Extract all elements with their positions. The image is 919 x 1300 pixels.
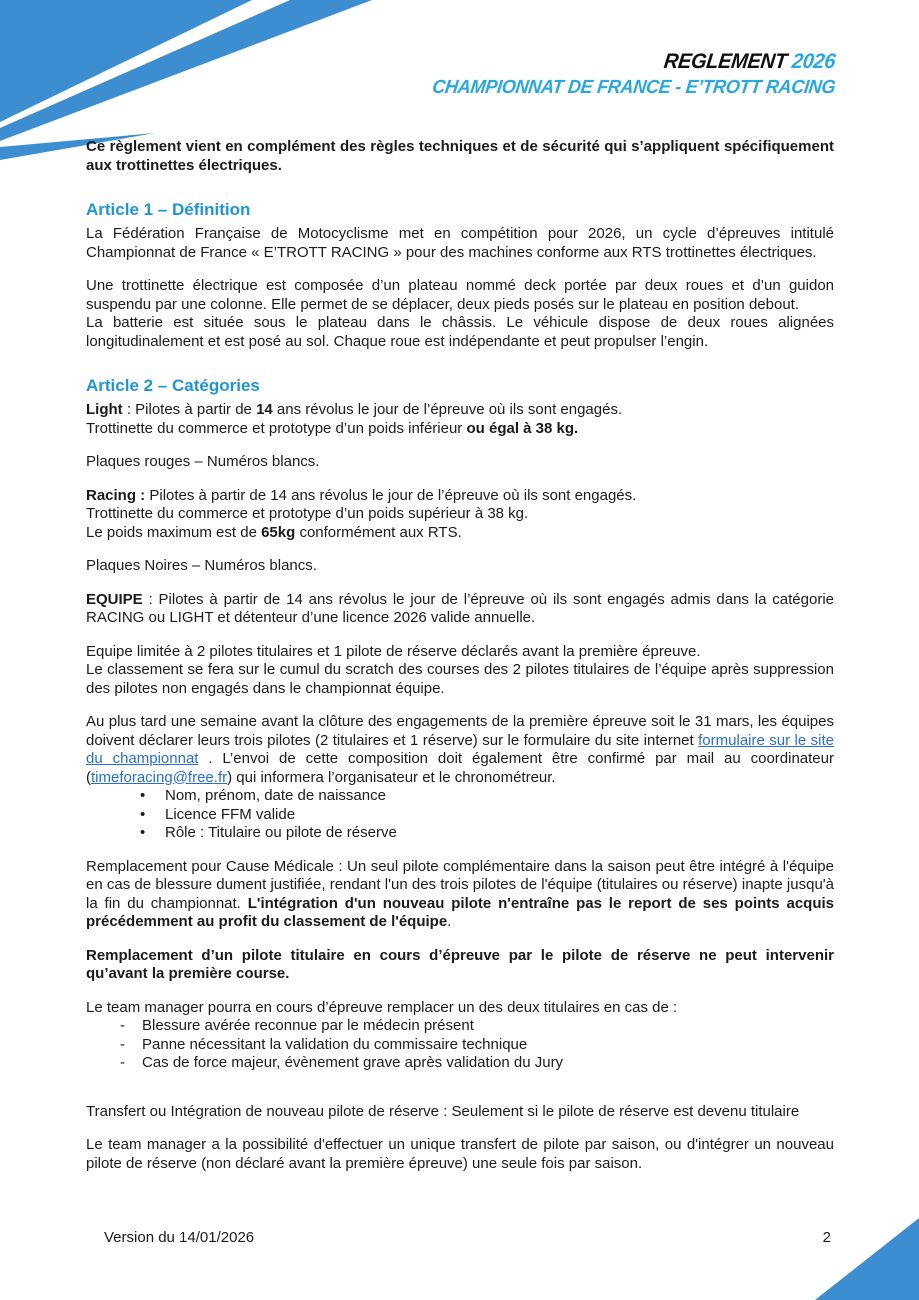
paragraph (86, 557, 834, 576)
paragraph (86, 713, 834, 787)
text-run: ans révolus le jour de l’épreuve où ils sont engagés. (272, 401, 623, 418)
paragraph (86, 858, 834, 932)
text-run: La Fédération Française de Motocyclisme met en compétition pour 2026, un cycle d’épreuves intitulé Championnat de France « E’TROTT RACING » pour des machines conforme aux RTS trottinettes électriques. (86, 225, 834, 261)
document-body (86, 138, 834, 1173)
footer-version: Version du 14/01/2026 (104, 1229, 255, 1246)
paragraph (86, 643, 834, 699)
paragraph (86, 1103, 834, 1122)
text-run: conformément aux RTS. (295, 523, 462, 541)
spacer (86, 698, 834, 713)
text-run: 65kg (261, 523, 296, 541)
paragraph (86, 138, 834, 175)
spacer (86, 628, 834, 643)
text-run: . L’envoi de cette composition doit également être confirmé par mail au coordinateur ( (86, 750, 834, 786)
section-heading: Article 2 – Catégories (86, 376, 260, 395)
text-run: Transfert ou Intégration de nouveau pilote de réserve : Seulement si le pilote de réserve est devenu titulaire (86, 1102, 800, 1120)
spacer (86, 576, 834, 591)
dash-list (86, 1017, 834, 1073)
text-run: Plaques Noires – Numéros blancs. (86, 557, 317, 574)
text-run: Le team manager a la possibilité d'effectuer un unique transfert de pilote par saison, ou d'intégrer un nouveau pilote de réserve (non déclaré avant la première épreuve) une seule fois par saison. (86, 1136, 834, 1172)
text-run: Remplacement d’un pilote titulaire en cours d’épreuve par le pilote de réserve ne peut intervenir qu’avant la première course. (86, 946, 834, 982)
text-run: : Pilotes à partir de (122, 401, 257, 418)
list-item: - Panne nécessitant la validation du commissaire technique (86, 1036, 834, 1055)
list-item: - Cas de force majeur, évènement grave après validation du Jury (86, 1054, 834, 1073)
spacer (86, 1121, 834, 1136)
text-run: Trottinette du commerce et prototype d’un poids inférieur (86, 419, 467, 437)
spacer (86, 438, 834, 453)
header-title-year: 2026 (790, 50, 837, 73)
text-run: ) qui informera l’organisateur et le chronométreur. (227, 768, 556, 786)
text-run: Une trottinette électrique est composée d’un plateau nommé deck portée par deux roues et d’un guidon suspendu par une colonne. Elle permet de se déplacer, deux pieds posés sur le plateau en position debout. (86, 277, 834, 313)
text-run: . (447, 913, 452, 930)
text-run: EQUIPE (86, 590, 143, 608)
paragraph (86, 487, 834, 543)
footer-page-number: 2 (822, 1229, 831, 1246)
spacer (86, 262, 834, 277)
bullet-list (86, 787, 834, 843)
text-run: Le classement se fera sur le cumul du scratch des courses des 2 pilotes titulaires de l’équipe après suppression des pilotes non engagés dans le championnat équipe. (86, 661, 834, 697)
paragraph (86, 947, 834, 984)
paragraph (86, 453, 834, 472)
text-run: Light (86, 401, 123, 418)
text-run: Racing : (86, 486, 146, 504)
text-run: 14 (256, 401, 273, 418)
spacer (86, 472, 834, 487)
spacer (86, 843, 834, 858)
text-run: : Pilotes à partir de 14 ans révolus le jour de l’épreuve où ils sont engagés admis dans la catégorie RACING ou LIGHT et détenteur d’une licence 2026 valide annuelle. (86, 590, 834, 626)
text-run: ou égal à 38 kg. (466, 419, 579, 437)
spacer (86, 542, 834, 557)
text-run: Le team manager pourra en cours d’épreuve remplacer un des deux titulaires en cas de : (86, 998, 678, 1016)
paragraph (86, 1136, 834, 1173)
text-run: Equipe limitée à 2 pilotes titulaires et 1 pilote de réserve déclarés avant la première épreuve. (86, 642, 701, 660)
list-item: • Rôle : Titulaire ou pilote de réserve (86, 824, 834, 843)
text-run: Le poids maximum est de (86, 523, 262, 541)
corner-triangle-decoration (815, 1218, 919, 1300)
link-email-coordinateur[interactable]: timeforacing@free.fr (91, 768, 228, 786)
text-run: L'intégration d'un nouveau pilote n'entraîne pas le report de ses points acquis précédemment au profit du classement de l'équipe (86, 894, 834, 930)
link-formulaire-site[interactable]: formulaire sur le site du championnat (86, 731, 835, 767)
text-run: Au plus tard une semaine avant la clôture des engagements de la première épreuve soit le 31 mars, les équipes doivent déclarer leurs trois pilotes (2 titulaires et 1 réserve) sur le formulaire du site internet (86, 713, 834, 749)
paragraph (86, 225, 834, 262)
spacer (86, 932, 834, 947)
paragraph (86, 999, 834, 1018)
header-subtitle: CHAMPIONNAT DE FRANCE - E’TROTT RACING (430, 77, 837, 99)
text-run: Remplacement pour Cause Médicale : Un seul pilote complémentaire dans la saison peut être intégré à l'équipe en cas de blessure dument justifiée, rendant l'un des trois pilotes de l'équipe (titulaires ou réserve) inapte jusqu'à la fin du championnat. (86, 857, 834, 912)
corner-triangle (815, 1218, 919, 1300)
text-run: Trottinette du commerce et prototype d’un poids supérieur à 38 kg. (86, 505, 529, 522)
list-item: - Blessure avérée reconnue par le médecin présent (86, 1017, 834, 1036)
spacer (86, 984, 834, 999)
text-run: Plaques rouges – Numéros blancs. (86, 453, 320, 470)
paragraph (86, 401, 834, 438)
text-run: Ce règlement vient en complément des règles techniques et de sécurité qui s’appliquent spécifiquement aux trottinettes électriques. (86, 138, 834, 174)
list-item: • Licence FFM valide (86, 806, 834, 825)
list-item: • Nom, prénom, date de naissance (86, 787, 834, 806)
header-title-reglement: REGLEMENT (662, 50, 788, 73)
text-run: La batterie est située sous le plateau dans le châssis. Le véhicule dispose de deux roues alignées longitudinalement et est posé au sol. Chaque roue est indépendante et peut propulser l’engin. (86, 314, 834, 350)
text-run: Pilotes à partir de 14 ans révolus le jour de l’épreuve où ils sont engagés. (145, 486, 637, 504)
header-title (431, 50, 837, 74)
page-header (411, 50, 835, 99)
section-heading: Article 1 – Définition (86, 200, 251, 219)
swoosh-main-triangle (0, 0, 252, 122)
paragraph (86, 591, 834, 628)
spacer (86, 1073, 834, 1103)
paragraph (86, 277, 834, 351)
